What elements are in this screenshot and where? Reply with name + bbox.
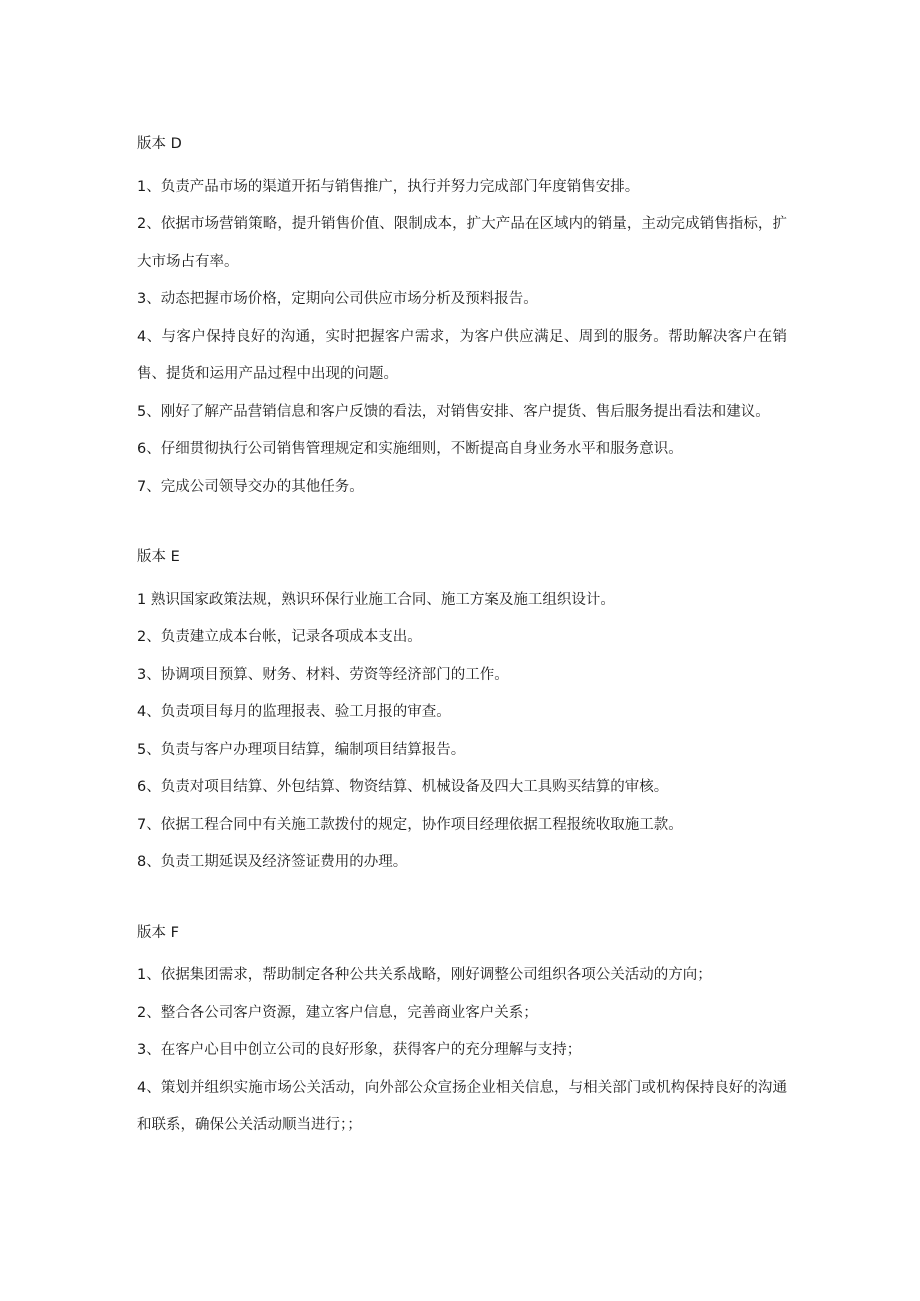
list-item: 8、负责工期延误及经济签证费用的办理。 (137, 854, 408, 870)
list-item: 3、在客户心目中创立公司的良好形象，获得客户的充分理解与支持； (137, 1042, 582, 1058)
list-item: 1 熟识国家政策法规，熟识环保行业施工合同、施工方案及施工组织设计。 (137, 591, 615, 608)
section-heading: 版本 F (137, 924, 179, 941)
list-item: 1、依据集团需求，帮助制定各种公共关系战略，刚好调整公司组织各项公关活动的方向； (137, 967, 712, 983)
list-item: 3、协调项目预算、财务、材料、劳资等经济部门的工作。 (137, 666, 509, 683)
list-item: 7、完成公司领导交办的其他任务。 (137, 478, 364, 495)
list-item: 6、仔细贯彻执行公司销售管理规定和实施细则，不断提高自身业务水平和服务意识。 (137, 441, 683, 457)
section-version-f (137, 920, 787, 1145)
list-item: 7、依据工程合同中有关施工款拨付的规定，协作项目经理依据工程报统收取施工款。 (137, 816, 683, 833)
section-heading: 版本 D (137, 136, 182, 152)
list-item: 1、负责产品市场的渠道开拓与销售推广，执行并努力完成部门年度销售安排。 (137, 178, 640, 195)
list-item: 2、依据市场营销策略，提升销售价值、限制成本，扩大产品在区域内的销量，主动完成销售指标，扩大市场占有率。 (137, 216, 787, 270)
section-version-d (137, 131, 787, 506)
list-item: 5、负责与客户办理项目结算，编制项目结算报告。 (137, 741, 466, 758)
section-version-e (137, 544, 787, 882)
section-heading: 版本 E (137, 549, 180, 565)
list-item: 4、负责项目每月的监理报表、验工月报的审查。 (137, 704, 451, 720)
list-item: 4、策划并组织实施市场公关活动，向外部公众宣扬企业相关信息，与相关部门或机构保持良好的沟通和联系，确保公关活动顺当进行；； (137, 1079, 787, 1133)
document-page (137, 131, 787, 1145)
list-item: 4、与客户保持良好的沟通，实时把握客户需求，为客户供应满足、周到的服务。帮助解决客户在销售、提货和运用产品过程中出现的问题。 (137, 328, 787, 382)
list-item: 3、动态把握市场价格，定期向公司供应市场分析及预料报告。 (137, 291, 538, 307)
list-item: 5、刚好了解产品营销信息和客户反馈的看法，对销售安排、客户提货、售后服务提出看法和建议。 (137, 403, 770, 420)
list-item: 2、负责建立成本台帐，记录各项成本支出。 (137, 629, 422, 645)
list-item: 2、整合各公司客户资源，建立客户信息，完善商业客户关系； (137, 1004, 538, 1021)
list-item: 6、负责对项目结算、外包结算、物资结算、机械设备及四大工具购买结算的审核。 (137, 779, 669, 795)
